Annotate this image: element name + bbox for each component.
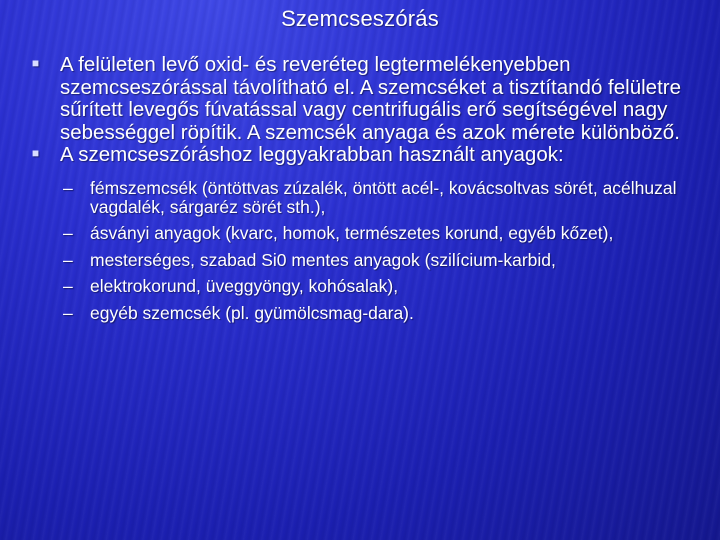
square-bullet-icon — [30, 148, 41, 159]
dash-marker: – — [63, 177, 73, 198]
slide-title: Szemcseszórás — [281, 6, 439, 31]
slide-body — [30, 54, 690, 331]
dash-marker: – — [63, 276, 73, 297]
sub-item-1 — [30, 179, 690, 216]
bullet-text-2: A szemcseszóráshoz leggyakrabban használt anyagok: — [60, 143, 564, 167]
sub-item-2 — [30, 224, 690, 243]
dash-marker: – — [63, 302, 73, 323]
sub-text-4: elektrokorund, üveggyöngy, kohósalak), — [90, 276, 399, 297]
sub-text-5: egyéb szemcsék (pl. gyümölcsmag-dara). — [90, 302, 414, 323]
sub-item-5 — [30, 304, 690, 323]
square-bullet-icon — [30, 58, 41, 69]
bullet-item-2 — [30, 144, 690, 167]
sub-item-4 — [30, 277, 690, 296]
sub-list — [30, 179, 690, 323]
dash-marker: – — [63, 249, 73, 270]
bullet-item-1 — [30, 54, 690, 144]
sub-text-1: fémszemcsék (öntöttvas zúzalék, öntött acél-, kovácsoltvas sörét, acélhuzal vagdalék, sárgaréz sörét sth.), — [90, 177, 677, 217]
dash-marker: – — [63, 223, 73, 244]
sub-item-3 — [30, 251, 690, 270]
sub-text-3: mesterséges, szabad Si0 mentes anyagok (szilícium-karbid, — [90, 249, 556, 270]
sub-text-2: ásványi anyagok (kvarc, homok, természetes korund, egyéb kőzet), — [90, 223, 614, 244]
bullet-text-1: A felületen levő oxid- és reveréteg legtermelékenyebben szemcseszórással távolítható el. A szemcséket a tisztítandó felületre sűrített levegős fúvatással vagy centrifugális erő segítségével nagy sebességgel röpítik. A szemcsék anyaga és azok mérete különböző. — [60, 53, 681, 144]
